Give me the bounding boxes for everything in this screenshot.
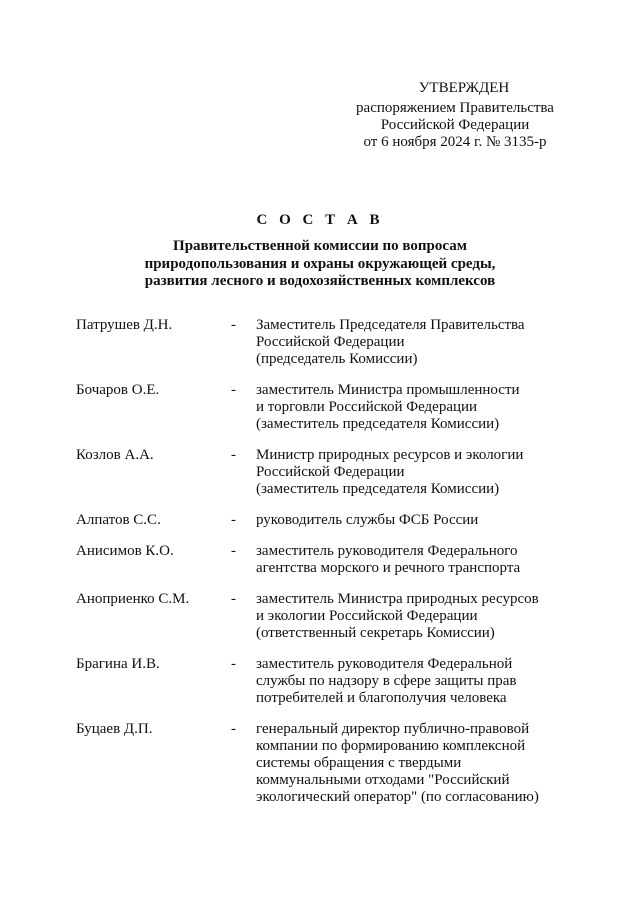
member-position — [256, 447, 576, 498]
member-dash: - — [231, 317, 236, 333]
position-line: (заместитель председателя Комиссии) — [256, 416, 500, 432]
member-name: Аноприенко С.М. — [76, 591, 190, 607]
position-line: и торговли Российской Федерации — [256, 399, 478, 415]
position-line: заместитель Министра природных ресурсов — [256, 591, 539, 607]
position-line: компании по формированию комплексной — [256, 738, 526, 754]
position-line: (председатель Комиссии) — [256, 351, 418, 367]
member-row — [76, 447, 576, 498]
approval-line: Российской Федерации — [380, 117, 530, 133]
subtitle-line: развития лесного и водохозяйственных комплексов — [144, 273, 496, 289]
member-position — [256, 721, 576, 806]
position-line: заместитель руководителя Федерального — [256, 543, 518, 559]
member-row — [76, 512, 576, 529]
position-line: системы обращения с твердыми — [256, 755, 462, 771]
position-line: и экологии Российской Федерации — [256, 608, 478, 624]
member-row — [76, 721, 576, 806]
approval-stamp — [340, 80, 570, 151]
member-name: Анисимов К.О. — [76, 543, 174, 559]
subtitle-line: природопользования и охраны окружающей среды, — [144, 255, 496, 272]
member-dash: - — [231, 721, 236, 737]
member-position — [256, 591, 576, 642]
position-line: Российской Федерации — [256, 464, 405, 480]
position-line: Министр природных ресурсов и экологии — [256, 447, 524, 463]
position-line: (ответственный секретарь Комиссии) — [256, 625, 495, 641]
member-dash: - — [231, 543, 236, 559]
approval-line: распоряжением Правительства — [356, 100, 554, 116]
member-name: Патрушев Д.Н. — [76, 317, 173, 333]
position-line: Российской Федерации — [256, 334, 405, 350]
members-list — [76, 317, 576, 806]
subtitle-line: Правительственной комиссии по вопросам — [173, 238, 467, 254]
member-dash: - — [231, 656, 236, 672]
member-position — [256, 543, 576, 577]
member-dash: - — [231, 591, 236, 607]
position-line: службы по надзору в сфере защиты прав — [256, 673, 517, 689]
position-line: генеральный директор публично-правовой — [256, 721, 530, 737]
member-dash: - — [231, 512, 236, 528]
member-dash: - — [231, 382, 236, 398]
member-row — [76, 543, 576, 577]
member-dash: - — [231, 447, 236, 463]
approval-line: от 6 ноября 2024 г. № 3135-р — [363, 134, 547, 150]
position-line: заместитель руководителя Федеральной — [256, 656, 513, 672]
member-row — [76, 317, 576, 368]
member-name: Буцаев Д.П. — [76, 721, 153, 737]
member-row — [76, 656, 576, 707]
position-line: потребителей и благополучия человека — [256, 690, 507, 706]
approval-title: УТВЕРЖДЕН — [418, 80, 510, 96]
position-line: Заместитель Председателя Правительства — [256, 317, 525, 333]
position-line: экологический оператор" (по согласованию) — [256, 789, 539, 805]
position-line: агентства морского и речного транспорта — [256, 560, 521, 576]
document-title: С О С Т А В — [256, 212, 384, 228]
member-position — [256, 656, 576, 707]
member-position — [256, 512, 576, 529]
document-subtitle — [0, 238, 640, 291]
member-name: Бочаров О.Е. — [76, 382, 160, 398]
member-row — [76, 591, 576, 642]
member-name: Брагина И.В. — [76, 656, 160, 672]
position-line: руководитель службы ФСБ России — [256, 512, 479, 528]
position-line: коммунальными отходами "Российский — [256, 772, 510, 788]
member-position — [256, 317, 576, 368]
position-line: (заместитель председателя Комиссии) — [256, 481, 500, 497]
member-name: Алпатов С.С. — [76, 512, 161, 528]
member-position — [256, 382, 576, 433]
position-line: заместитель Министра промышленности — [256, 382, 520, 398]
member-name: Козлов А.А. — [76, 447, 154, 463]
member-row — [76, 382, 576, 433]
